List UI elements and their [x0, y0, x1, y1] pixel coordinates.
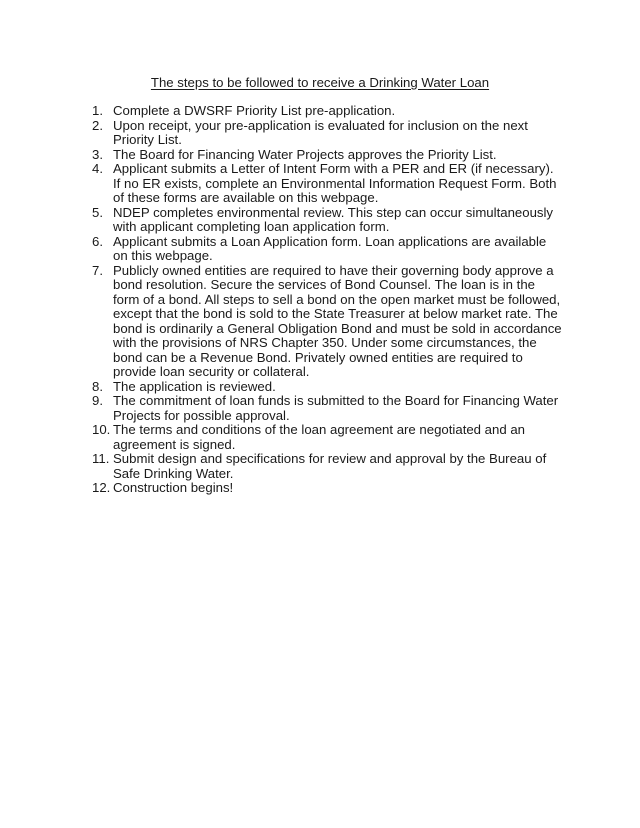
step-text: NDEP completes environmental review. This step can occur simultaneously with applicant completing loan application form.: [113, 204, 554, 234]
list-item: [92, 104, 562, 119]
step-number: 11.: [92, 451, 110, 466]
step-number: 1.: [92, 103, 103, 118]
step-number: 10.: [92, 422, 111, 437]
list-item: [92, 148, 562, 163]
step-text: The application is reviewed.: [113, 378, 276, 394]
step-text: Complete a DWSRF Priority List pre-application.: [113, 103, 396, 118]
step-text: Publicly owned entities are required to have their governing body approve a bond resolution. Secure the services of Bond Counsel. The loan is in the form of a bond. All steps to sell a bond on the open market must be followed, except that the bond is sold to the State Treasurer at below market rate. The bond is ordinarily a General Obligation Bond and must be sold in accordance with the provisions of NRS Chapter 350. Under some circumstances, the bond can be a Revenue Bond. Privately owned entities are required to provide loan security or collateral.: [113, 262, 562, 379]
step-number: 4.: [92, 161, 103, 176]
step-number: 6.: [92, 233, 103, 249]
step-text: Applicant submits a Loan Application form. Loan applications are available on this webpage.: [113, 233, 547, 263]
document-title: The steps to be followed to receive a Drinking Water Loan: [150, 75, 490, 90]
step-text: The terms and conditions of the loan agreement are negotiated and an agreement is signed.: [113, 422, 526, 452]
step-text: Construction begins!: [113, 480, 234, 495]
step-text: The commitment of loan funds is submitted to the Board for Financing Water Projects for possible approval.: [113, 393, 559, 423]
step-text: Submit design and specifications for review and approval by the Bureau of Safe Drinking Water.: [113, 451, 547, 481]
steps-list: [92, 104, 562, 496]
list-item: [92, 380, 562, 395]
step-number: 9.: [92, 393, 103, 408]
step-number: 12.: [92, 480, 111, 495]
list-item: [92, 481, 562, 496]
step-text: Applicant submits a Letter of Intent Form with a PER and ER (if necessary). If no ER exists, complete an Environmental Information Request Form. Both of these forms are available on this webpage.: [113, 161, 557, 205]
step-text: The Board for Financing Water Projects approves the Priority List.: [113, 146, 497, 162]
list-item: [92, 235, 562, 264]
step-number: 7.: [92, 262, 103, 278]
list-item: [92, 162, 562, 206]
step-number: 3.: [92, 146, 103, 162]
list-item: [92, 264, 562, 380]
list-item: [92, 119, 562, 148]
list-item: [92, 452, 562, 481]
list-item: [92, 206, 562, 235]
step-text: Upon receipt, your pre-application is evaluated for inclusion on the next Priority List.: [113, 117, 528, 147]
step-number: 5.: [92, 204, 103, 220]
step-number: 8.: [92, 378, 103, 394]
list-item: [92, 394, 562, 423]
step-number: 2.: [92, 117, 103, 133]
list-item: [92, 423, 562, 452]
